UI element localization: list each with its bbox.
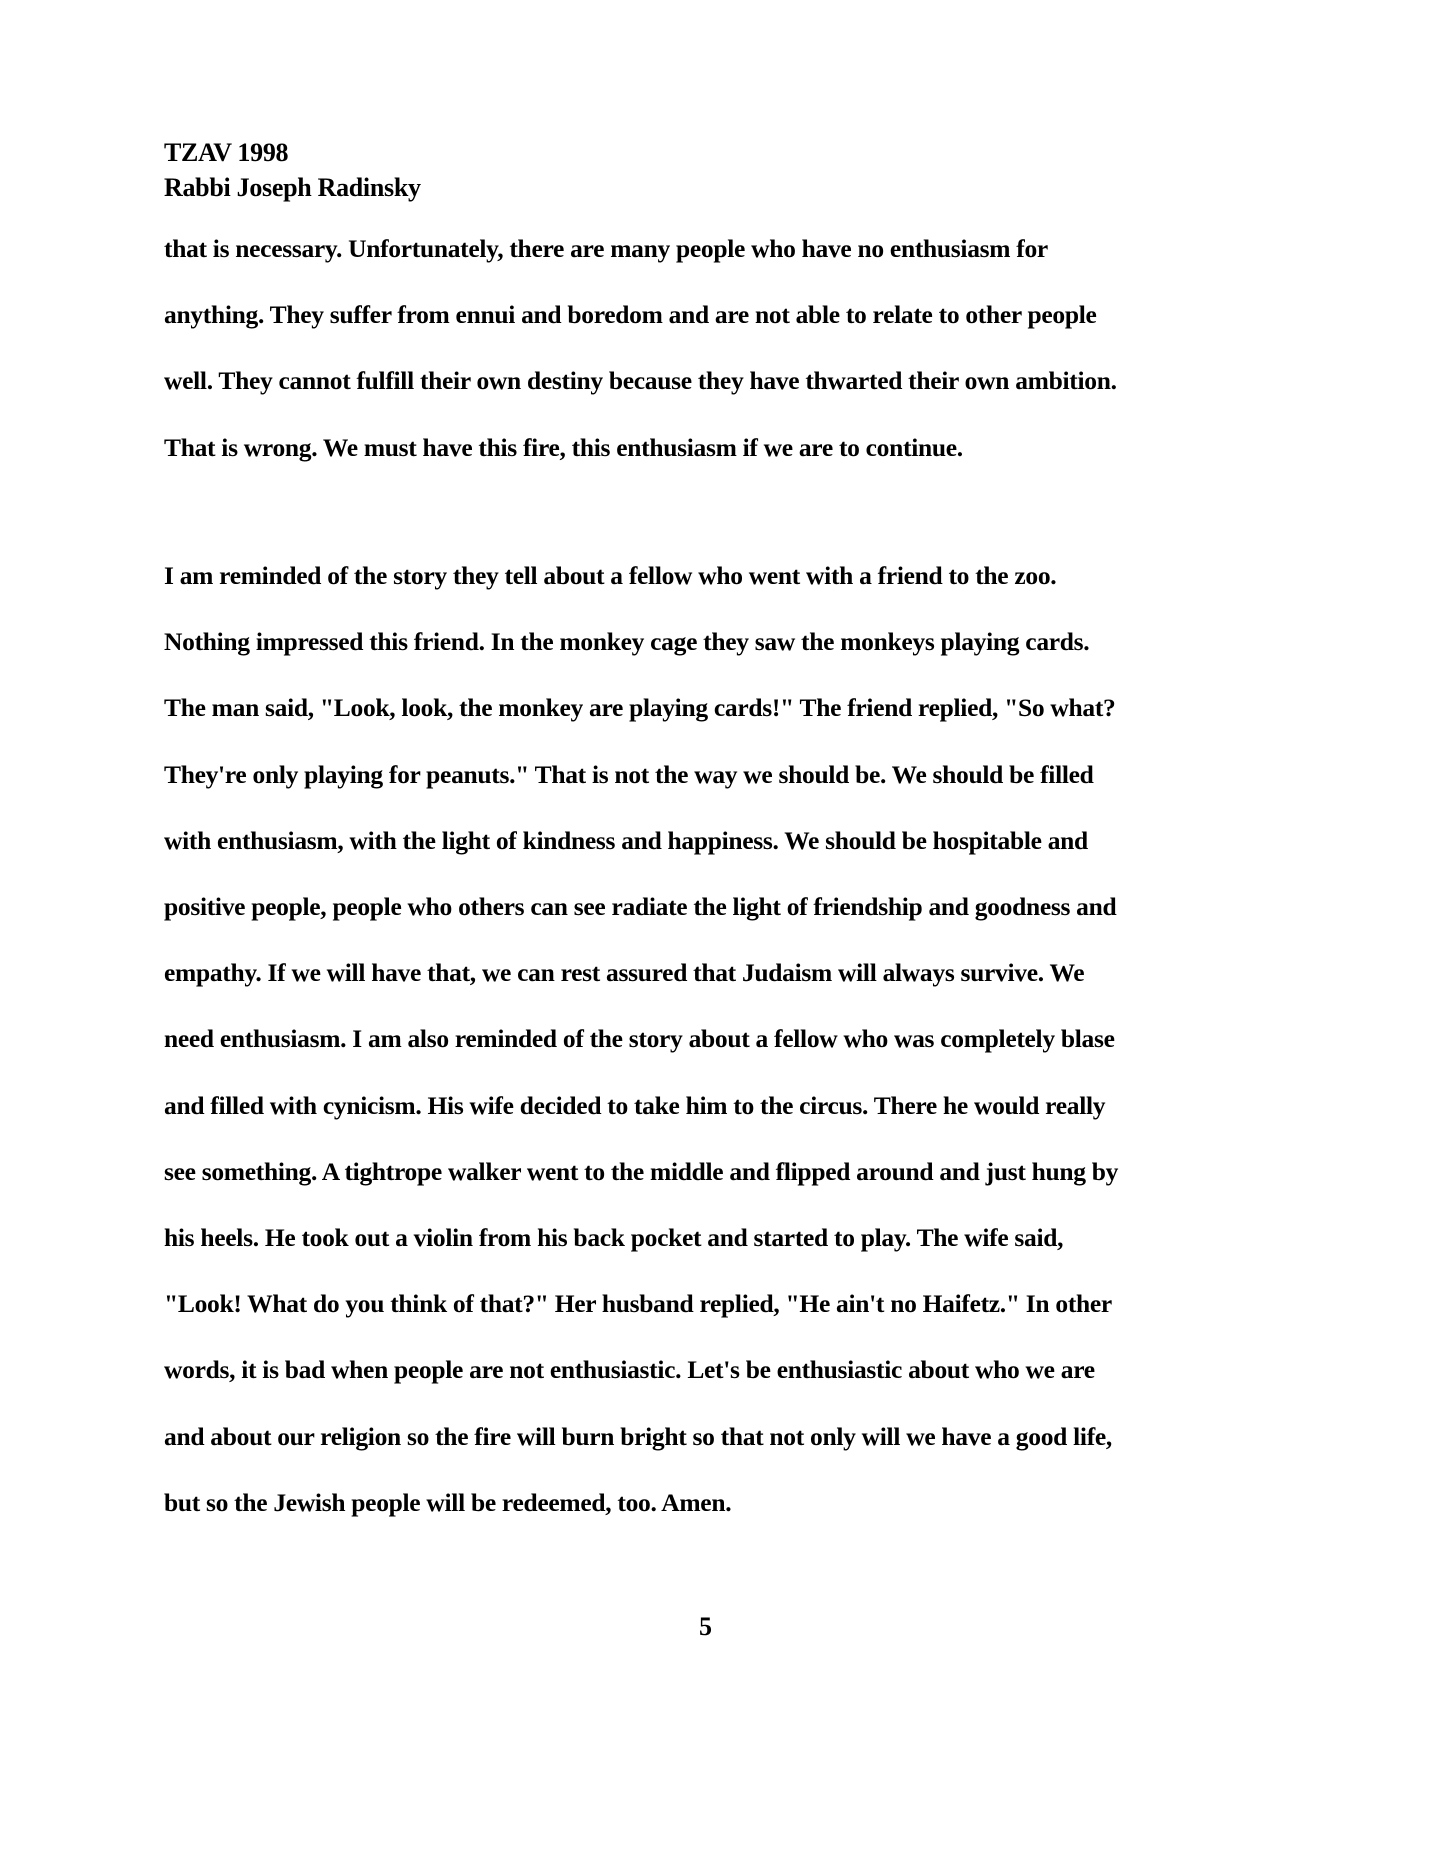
text-line: empathy. If we will have that, we can rest assured that Judaism will always survive. We	[164, 958, 1085, 988]
text-line: his heels. He took out a violin from his back pocket and started to play. The wife said,	[164, 1223, 1064, 1252]
text-line: well. They cannot fulfill their own destiny because they have thwarted their own ambition.	[164, 366, 1117, 396]
text-line: I am reminded of the story they tell about a fellow who went with a friend to the zoo.	[164, 561, 1057, 590]
text-line: anything. They suffer from ennui and boredom and are not able to relate to other people	[164, 300, 1097, 330]
text-line: see something. A tightrope walker went to the middle and flipped around and just hung by	[164, 1156, 1119, 1186]
text-line: "Look! What do you think of that?" Her husband replied, "He ain't no Haifetz." In other	[164, 1289, 1112, 1319]
page-number: 5	[699, 1612, 712, 1641]
text-line: That is wrong. We must have this fire, this enthusiasm if we are to continue.	[164, 432, 963, 462]
text-line: They're only playing for peanuts." That is not the way we should be. We should be filled	[164, 759, 1094, 789]
document-title: TZAV 1998	[164, 138, 289, 167]
text-line: The man said, "Look, look, the monkey are playing cards!" The friend replied, "So what?	[164, 693, 1116, 723]
text-line: words, it is bad when people are not enthusiastic. Let's be enthusiastic about who we are	[164, 1355, 1095, 1385]
text-line: that is necessary. Unfortunately, there are many people who have no enthusiasm for	[164, 234, 1048, 263]
text-line: but so the Jewish people will be redeemed, too. Amen.	[164, 1487, 732, 1517]
text-line: positive people, people who others can see radiate the light of friendship and goodness and	[164, 892, 1117, 921]
text-line: Nothing impressed this friend. In the monkey cage they saw the monkeys playing cards.	[164, 627, 1090, 657]
document-author: Rabbi Joseph Radinsky	[164, 173, 421, 202]
text-line: and about our religion so the fire will burn bright so that not only will we have a good life,	[164, 1421, 1112, 1451]
text-line: need enthusiasm. I am also reminded of the story about a fellow who was completely blase	[164, 1024, 1115, 1054]
text-line: with enthusiasm, with the light of kindness and happiness. We should be hospitable and	[164, 825, 1088, 855]
text-line: and filled with cynicism. His wife decided to take him to the circus. There he would really	[164, 1090, 1106, 1120]
